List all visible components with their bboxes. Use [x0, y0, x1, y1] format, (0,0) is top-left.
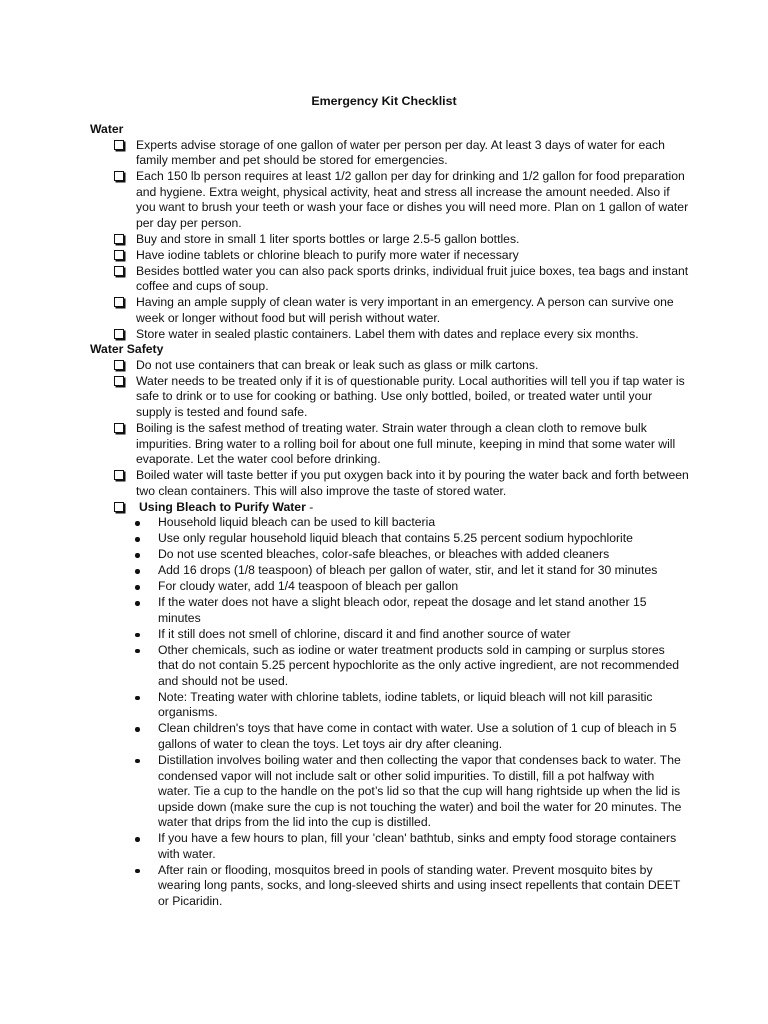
- checklist-item-text: Besides bottled water you can also pack sports drinks, individual fruit juice boxes, tea bags and instant coffee and cups of soup.: [136, 263, 689, 294]
- bullet-text: Use only regular household liquid bleach that contains 5.25 percent sodium hypochlorite: [158, 531, 633, 546]
- bullet-icon: [135, 649, 140, 654]
- checkbox-icon[interactable]: [114, 250, 124, 260]
- checkbox-icon[interactable]: [114, 140, 124, 150]
- bullet-icon: [135, 633, 140, 638]
- checklist-item-text: Buy and store in small 1 liter sports bottles or large 2.5-5 gallon bottles.: [136, 231, 520, 246]
- bullet-text: If it still does not smell of chlorine, discard it and find another source of water: [158, 626, 571, 641]
- bullet-text: Household liquid bleach can be used to kill bacteria: [158, 515, 436, 530]
- bullet-text: Note: Treating water with chlorine tablets, iodine tablets, or liquid bleach will not kill parasitic organisms.: [158, 689, 653, 720]
- bullet-icon: [135, 869, 140, 874]
- checkbox-icon[interactable]: [114, 376, 124, 386]
- document-body: [90, 122, 690, 910]
- checklist-item: [90, 421, 690, 468]
- checklist-item-text: Have iodine tablets or chlorine bleach to purify more water if necessary: [136, 247, 519, 262]
- checklist-item-text: Boiling is the safest method of treating water. Strain water through a clean cloth to remove bulk impurities. Bring water to a rolling boil for about one full minute, keeping in mind that some water will evaporate. Let the water cool before drinking.: [136, 420, 676, 467]
- checklist-item-text: Store water in sealed plastic containers. Label them with dates and replace every six months.: [136, 326, 639, 341]
- bullet-item: [90, 595, 682, 626]
- bullet-icon: [135, 553, 140, 558]
- bullet-item: [90, 831, 682, 862]
- bullet-text: After rain or flooding, mosquitos breed in pools of standing water. Prevent mosquito bites by wearing long pants, socks, and long-sleeved shirts and using insect repellents that contain DEET or Picaridin.: [158, 862, 681, 909]
- bullet-item: [90, 863, 682, 910]
- bullet-item: [90, 547, 682, 563]
- bullet-text: Distillation involves boiling water and then collecting the vapor that condenses back to water. The condensed vapor will not include salt or other solid impurities. To distill, fill a pot halfway with water. Tie a cup to the handle on the pot’s lid so that the cup will hang rightside up when the lid is upside down (make sure the cup is not touching the water) and boil the water for 20 minutes. The water that drips from the lid into the cup is distilled.: [158, 752, 682, 830]
- water-checklist: [90, 138, 690, 343]
- bullet-item: [90, 531, 682, 547]
- checklist-item-text: Water needs to be treated only if it is of questionable purity. Local authorities will tell you if tap water is safe to drink or to use for cooking or bathing. Use only bottled, boiled, or treated water until your supply is tested and found safe.: [136, 373, 685, 420]
- checklist-item: [90, 264, 690, 295]
- bullet-item: [90, 579, 682, 595]
- page-title: Emergency Kit Checklist: [311, 94, 457, 108]
- bullet-text: If you have a few hours to plan, fill your 'clean' bathtub, sinks and empty food storage containers with water.: [158, 831, 677, 861]
- bullet-item: [90, 627, 682, 643]
- bullet-icon: [135, 521, 140, 526]
- checklist-item-text: Each 150 lb person requires at least 1/2 gallon per day for drinking and 1/2 gallon for food preparation and hygiene. Extra weight, physical activity, heat and stress all increase the amount needed. Also if you want to brush your teeth or wash your face or dishes you will need more. Plan on 1 gallon of water per day per person.: [136, 169, 689, 230]
- checklist-item-text: Do not use containers that can break or leak such as glass or milk cartons.: [136, 357, 539, 372]
- bullet-text: Clean children's toys that have come in contact with water. Use a solution of 1 cup of bleach in 5 gallons of water to clean the toys. Let toys air dry after cleaning.: [158, 721, 677, 751]
- bullet-icon: [135, 759, 140, 764]
- bullet-item: [90, 690, 682, 721]
- bullet-icon: [135, 585, 140, 590]
- checklist-item: [90, 295, 690, 326]
- checklist-item: [90, 232, 690, 248]
- checklist-item: [90, 468, 690, 499]
- checkbox-icon[interactable]: [114, 423, 124, 433]
- checklist-item: [90, 327, 690, 343]
- bullet-item: [90, 721, 682, 752]
- bullet-icon: [135, 537, 140, 542]
- checkbox-icon[interactable]: [114, 360, 124, 370]
- bullet-item: [90, 643, 682, 690]
- checkbox-icon[interactable]: [114, 234, 124, 244]
- water-safety-checklist: [90, 358, 690, 515]
- bullet-item: [90, 753, 682, 831]
- bleach-heading-text: Using Bleach to Purify Water: [139, 499, 306, 514]
- bullet-item: [90, 563, 682, 579]
- bullet-icon: [135, 569, 140, 574]
- bullet-item: [90, 515, 682, 531]
- checkbox-icon[interactable]: [114, 266, 124, 276]
- checklist-item: [90, 169, 690, 231]
- bullet-icon: [135, 601, 140, 606]
- checklist-item-text: Boiled water will taste better if you put oxygen back into it by pouring the water back and forth between two clean containers. This will also improve the taste of stored water.: [136, 468, 689, 498]
- checklist-item-text: Having an ample supply of clean water is very important in an emergency. A person can survive one week or longer without food but will perish without water.: [136, 295, 674, 325]
- bullet-icon: [135, 696, 140, 701]
- checklist-item-text: Experts advise storage of one gallon of water per person per day. At least 3 days of water for each family member and pet should be stored for emergencies.: [136, 137, 665, 168]
- section-heading-water: Water: [90, 122, 124, 136]
- bleach-heading-suffix: -: [305, 499, 314, 514]
- checkbox-icon[interactable]: [114, 470, 124, 480]
- checklist-item: [90, 374, 690, 421]
- checkbox-icon[interactable]: [114, 329, 124, 339]
- bleach-subsection-heading: [90, 500, 690, 516]
- checklist-item: [90, 248, 690, 264]
- checkbox-icon[interactable]: [114, 171, 124, 181]
- bullet-text: If the water does not have a slight bleach odor, repeat the dosage and let stand another 15 minutes: [158, 595, 647, 625]
- checklist-item: [90, 358, 690, 374]
- section-heading-water-safety: Water Safety: [90, 342, 164, 357]
- bullet-icon: [135, 727, 140, 732]
- bullet-text: Other chemicals, such as iodine or water treatment products sold in camping or surplus stores that do not contain 5.25 percent hypochlorite as the only active ingredient, are not recommended and should not be used.: [158, 642, 680, 688]
- checkbox-icon[interactable]: [114, 297, 124, 307]
- bullet-text: Add 16 drops (1/8 teaspoon) of bleach per gallon of water, stir, and let it stand for 30 minutes: [158, 563, 658, 578]
- bullet-text: For cloudy water, add 1/4 teaspoon of bleach per gallon: [158, 579, 459, 594]
- bullet-text: Do not use scented bleaches, color-safe bleaches, or bleaches with added cleaners: [158, 547, 610, 562]
- bullet-icon: [135, 837, 140, 842]
- bleach-bullet-list: [90, 515, 690, 910]
- checkbox-icon[interactable]: [114, 502, 124, 512]
- checklist-item: [90, 138, 690, 169]
